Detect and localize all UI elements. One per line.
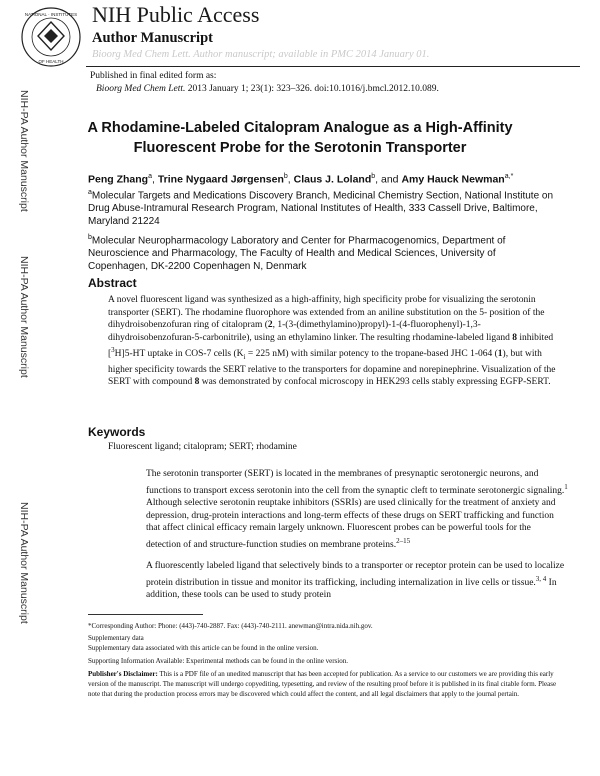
- header-divider: [86, 66, 580, 67]
- body-paragraph: A fluorescently labeled ligand that selectively binds to a transporter or receptor protein can be used to localize protein distribution in tissue and monitor its trafficking, including internalization in live cells or tissue.$^{3, 4}$ In addition, these tools can be used to study protein: [146, 561, 565, 601]
- author-name: Trine Nygaard Jørgensen: [157, 173, 284, 186]
- affiliation: $^a$Molecular Targets and Medications Discovery Branch, Medicinal Chemistry Section, National Institute on Drug Abuse-Intramural Research Program, National Institutes of Health, 333 Cassell Drive, Baltimore, Maryland 21224: [88, 189, 554, 228]
- svg-text:NATIONAL · INSTITUTES: NATIONAL · INSTITUTES: [24, 12, 78, 17]
- header-meta: Bioorg Med Chem Lett. Author manuscript; available in PMC 2014 January 01.: [92, 49, 430, 60]
- side-watermark: NIH-PA Author Manuscript: [18, 502, 30, 624]
- author-list: Peng Zhang$^a$, Trine Nygaard Jørgensen$^b$, Claus J. Loland$^b$, and Amy Hauck Newman$^{a,*}$: [88, 173, 514, 186]
- author-name: Claus J. Loland: [293, 173, 372, 186]
- side-watermark: NIH-PA Author Manuscript: [18, 256, 30, 378]
- body-paragraph: The serotonin transporter (SERT) is located in the membranes of presynaptic serotonergic neurons, and functions to transport excess serotonin into the cell from the synaptic cleft to terminate serotonergic signaling.$^1$ Although selective serotonin reuptake inhibitors (SSRIs) are used clinically for the treatment of anxiety and depression, drug-protein interactions and long-term effects of these drugs on SERT trafficking and function that affect clinical efficacy remain largely unknown. Fluorescent probes can be powerful tools for the detection of and structure-function studies on membrane proteins.$^{2-15}$: [146, 469, 568, 550]
- abstract-heading: Abstract: [88, 276, 137, 290]
- publisher-disclaimer: [88, 669, 568, 699]
- nih-logo: [20, 6, 82, 68]
- disclaimer-label: Publisher's Disclaimer:: [88, 670, 158, 678]
- keywords-heading: Keywords: [88, 425, 146, 439]
- published-label: Published in final edited form as:: [90, 71, 217, 81]
- footnote-supp-text: Supplementary data associated with this article can be found in the online version.: [88, 644, 319, 652]
- footnote-corresponding: *Corresponding Author: Phone: (443)-740-2887. Fax: (443)-740-2111. anewman@intra.nida.nih.gov.: [88, 622, 373, 630]
- article-title: A Rhodamine-Labeled Citalopram Analogue as a High-Affinity Fluorescent Probe for the Serotonin Transporter: [87, 120, 513, 156]
- side-watermark: NIH-PA Author Manuscript: [18, 90, 30, 212]
- keywords-text: Fluorescent ligand; citalopram; SERT; rhodamine: [108, 442, 297, 452]
- header-subtitle: Author Manuscript: [92, 30, 213, 46]
- abstract-text: A novel fluorescent ligand was synthesized as a high-affinity, high specificity probe for visualizing the serotonin transporter (SERT). The rhodamine fluorophore was extended from an aniline substitution on the 5- position of the dihydroisobenzofuran ring of citalopram (2, 1-(3-(dimethylamino)propyl)-1-(4-fluorophenyl)-1,3-dihydroisobenzofuran-5-carbonitrile), using an ethylamino linker. The resulting rhodamine-labeled ligand 8 inhibited [$^3$H]5-HT uptake in COS-7 cells ($K_i = 225$ nM) with similar potency to the tropane-based JHC 1-064 (1), but with higher specificity towards the SERT relative to the transporters for dopamine and norepinephrine. Visualization of the SERT with compound 8 was demonstrated by confocal microscopy in HEK293 cells stably expressing EGFP-SERT.: [108, 295, 556, 388]
- author-name: Peng Zhang: [88, 173, 149, 186]
- author-name: Amy Hauck Newman: [401, 173, 505, 186]
- footnote-divider: [88, 614, 203, 615]
- affiliation: $^b$Molecular Neuropharmacology Laboratory and Center for Pharmacogenomics, Department of Neuroscience and Pharmacology, The Faculty of Health and Medical Sciences, University of Copenhagen, DK-2200 Copenhagen N, Denmark: [88, 234, 506, 273]
- header-title: NIH Public Access: [92, 2, 260, 27]
- disclaimer-text: This is a PDF file of an unedited manuscript that has been accepted for publication. As a service to our customers we are providing this early version of the manuscript. The manuscript will undergo copyediting, typesetting, and review of the resulting proof before it is published in its final citable form. Please note that during the production process errors may be discovered which could affect the content, and all legal disclaimers that apply to the journal pertain.: [88, 670, 557, 698]
- footnote-supporting: Supporting Information Available: Experimental methods can be found in the online version.: [88, 657, 348, 665]
- citation: Bioorg Med Chem Lett. 2013 January 1; 23(1): 323–326. doi:10.1016/j.bmcl.2012.10.089.: [96, 84, 439, 94]
- svg-text:OF HEALTH: OF HEALTH: [38, 59, 64, 64]
- footnote-supp-label: Supplementary data: [88, 634, 144, 642]
